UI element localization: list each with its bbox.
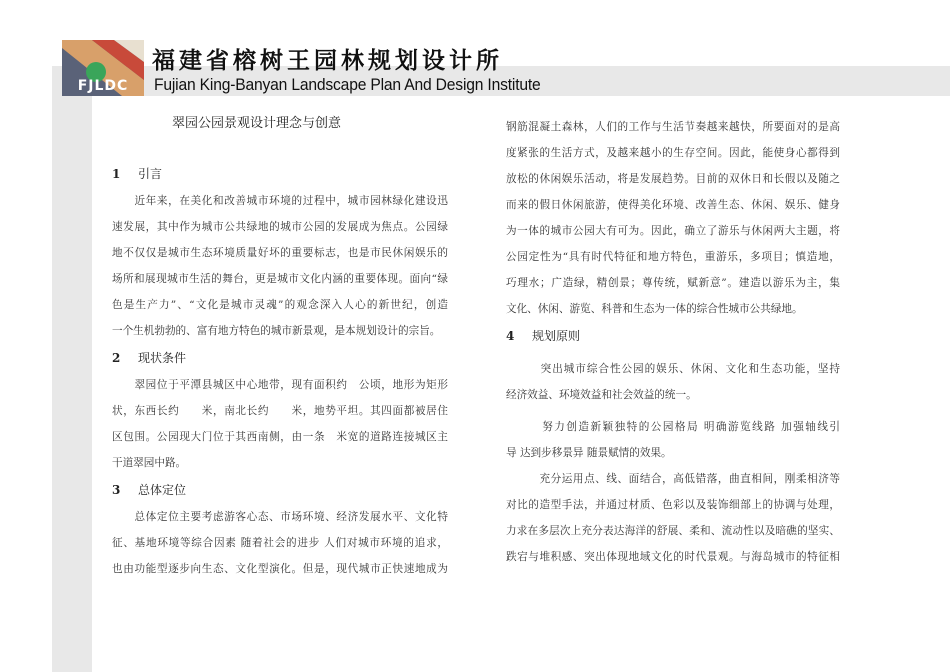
right-column bbox=[506, 114, 840, 570]
text-line: 文化、休闲、游览、科普和生态为一体的综合性城市公共绿地。 bbox=[506, 303, 803, 315]
text-line: 放松的休闲娱乐活动，将是发展趋势。目前的双休日和长假以及随之 bbox=[506, 173, 840, 185]
text-line: 巧理水；广造绿，精创景；尊传统，赋新意”。建造以游乐为主，集 bbox=[506, 277, 840, 289]
text-line: 为一体的城市公园大有可为。因此，确立了游乐与休闲两大主题，将 bbox=[506, 225, 840, 237]
text-line: 导 达到步移景异 随景赋情的效果。 bbox=[506, 447, 672, 459]
section-heading bbox=[112, 476, 448, 504]
text-line: 经济效益、环境效益和社会效益的统一。 bbox=[506, 389, 697, 401]
text-line: 干道翠园中路。 bbox=[112, 457, 187, 469]
logo-text: FJLDC bbox=[77, 78, 129, 94]
section-title: 现状条件 bbox=[138, 351, 187, 365]
text-line: 一个生机勃勃的、富有地方特色的城市新景观，是本规划设计的宗旨。 bbox=[112, 325, 441, 337]
text-line: 场所和展现城市生活的舞台，更是城市文化内涵的重要体现。面向“绿 bbox=[112, 273, 448, 285]
text-line: 力求在多层次上充分表达海洋的舒展、柔和、流动性以及暗礁的坚实、 bbox=[506, 525, 840, 537]
org-name-en: Fujian King-Banyan Landscape Plan And Design Institute bbox=[154, 75, 541, 94]
org-name-cn: 福建省榕树王园林规划设计所 bbox=[152, 48, 503, 74]
section-number: 2 bbox=[112, 351, 121, 365]
text-line: 状，东西长约 米，南北长约 米，地势平坦。其四面都被居住 bbox=[112, 405, 448, 417]
section-heading bbox=[112, 160, 448, 188]
text-line: 速发展，其中作为城市公共绿地的城市公园的发展成为焦点。公园绿 bbox=[112, 221, 448, 233]
text-line: 总体定位主要考虑游客心态、市场环境、经济发展水平、文化特 bbox=[112, 511, 448, 523]
text-line: 翠园位于平潭县城区中心地带，现有面积约 公顷，地形为矩形 bbox=[112, 379, 448, 391]
text-line: 跌宕与堆积感、突出体现地域文化的时代景观。与海岛城市的特征相 bbox=[506, 551, 840, 563]
text-line: 而来的假日休闲旅游，使得美化环境、改善生态、休闲、娱乐、健身 bbox=[506, 199, 840, 211]
section-number: 1 bbox=[112, 167, 121, 181]
text-line: 区包围。公园现大门位于其西南侧，由一条 米宽的道路连接城区主 bbox=[112, 431, 448, 443]
section-title: 引言 bbox=[138, 167, 163, 181]
section-number: 4 bbox=[506, 329, 515, 343]
left-column bbox=[112, 160, 448, 582]
section-title: 规划原则 bbox=[532, 329, 581, 343]
text-line: 公园定性为“具有时代特征和地方特色，重游乐，多项目；慎造地， bbox=[506, 251, 840, 263]
text-line: 度紧张的生活方式，及越来越小的生存空间。因此，能使身心都得到 bbox=[506, 147, 840, 159]
institute-logo bbox=[62, 40, 144, 96]
text-line: 突出城市综合性公园的娱乐、休闲、文化和生态功能，坚持 bbox=[506, 363, 840, 375]
document-title: 翠园公园景观设计理念与创意 bbox=[172, 116, 342, 131]
section-number: 3 bbox=[112, 483, 121, 497]
text-line: 对比的造型手法，并通过材质、色彩以及装饰细部上的协调与处理， bbox=[506, 499, 840, 511]
text-line: 充分运用点、线、面结合，高低错落，曲直相间，刚柔相济等 bbox=[506, 473, 840, 485]
text-line: 近年来，在美化和改善城市环境的过程中，城市园林绿化建设迅 bbox=[112, 195, 448, 207]
text-line: 地不仅仅是城市生态环境质量好坏的重要标志，也是市民休闲娱乐的 bbox=[112, 247, 448, 259]
section-heading bbox=[112, 344, 448, 372]
text-line: 努力创造新颖独特的公园格局 明确游览线路 加强轴线引 bbox=[506, 421, 840, 433]
text-line: 征、基地环境等综合因素 随着社会的进步 人们对城市环境的追求， bbox=[112, 537, 448, 549]
text-line: 也由功能型逐步向生态、文化型演化。但是，现代城市正快速地成为 bbox=[112, 563, 448, 575]
text-line: 钢筋混凝土森林，人们的工作与生活节奏越来越快，所要面对的是高 bbox=[506, 121, 840, 133]
section-title: 总体定位 bbox=[138, 483, 187, 497]
text-line: 色是生产力”、“文化是城市灵魂”的观念深入人心的新世纪，创造 bbox=[112, 299, 448, 311]
section-heading bbox=[506, 322, 840, 350]
